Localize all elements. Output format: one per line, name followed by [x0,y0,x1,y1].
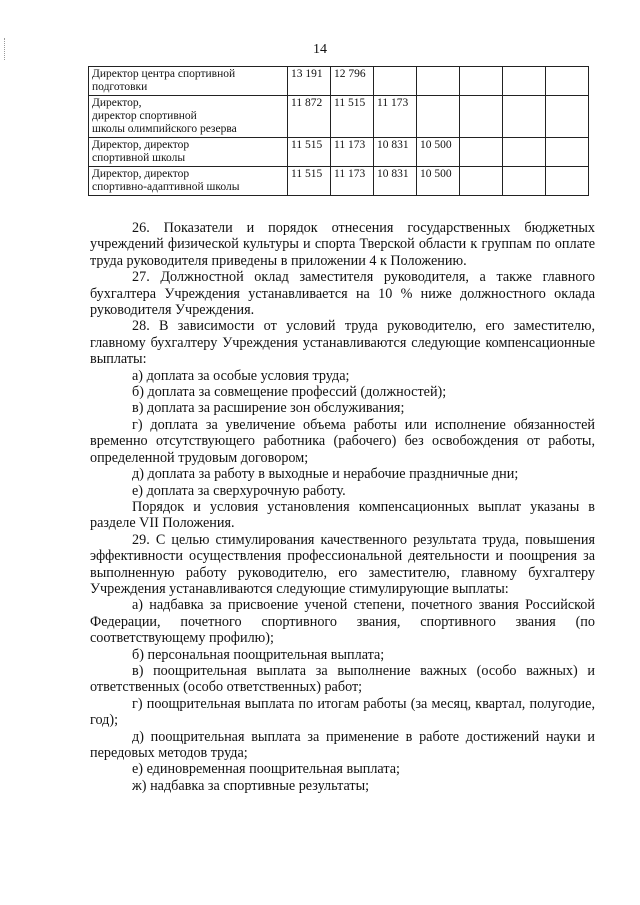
paragraph: б) доплата за совмещение профессий (должностей); [132,384,447,401]
salary-value-cell: 11 173 [331,167,374,196]
salary-value-cell [417,67,460,96]
position-title-line: Директор центра спортивной [92,68,236,80]
paragraph: 29. С целью стимулирования качественного результата труда, повышения эффективности осуществления профессиональной деятельности и поощрения за выполненную работу руководителю, его заместителю, главному бухгалтеру Учреждения устанавливаются следующие стимулирующие выплаты: [90,531,595,597]
salary-value-cell: 11 173 [374,96,417,138]
salary-value-cell: 10 831 [374,167,417,196]
salary-value-cell [503,138,546,167]
paragraph: г) доплата за увеличение объема работы или исполнение обязанностей временно отсутствующего работника (рабочего) без освобождения от работы, определенной трудовым договором; [90,416,595,466]
position-title-line: Директор, директор [92,139,190,151]
salary-value-cell: 11 515 [331,96,374,138]
paragraph: ж) надбавка за спортивные результаты; [132,777,370,794]
salary-value-cell [417,96,460,138]
salary-value-cell [503,167,546,196]
position-title-cell [89,96,288,138]
salary-value-cell [460,67,503,96]
salary-value-cell [546,167,589,196]
salary-value-cell [460,167,503,196]
position-title-line: подготовки [92,81,148,93]
paragraph: а) доплата за особые условия труда; [132,367,350,384]
paragraph: г) поощрительная выплата по итогам работы (за месяц, квартал, полугодие, год); [90,695,595,729]
paragraph: д) доплата за работу в выходные и нерабочие праздничные дни; [132,466,519,483]
position-title-cell [89,67,288,96]
salary-value-cell: 10 831 [374,138,417,167]
salary-value-cell: 11 872 [288,96,331,138]
position-title-line: школы олимпийского резерва [92,123,237,135]
position-title-line: спортивной школы [92,152,186,164]
salary-value-cell: 11 515 [288,138,331,167]
salary-value-cell [546,96,589,138]
paragraph: а) надбавка за присвоение ученой степени, почетного звания Российской Федерации, почетного спортивного звания, спортивного звания (по соответствующему профилю); [90,597,595,647]
salary-value-cell: 11 173 [331,138,374,167]
salary-value-cell: 10 500 [417,138,460,167]
position-title-cell [89,138,288,167]
position-title-line: спортивно-адаптивной школы [92,181,240,193]
salary-value-cell [503,96,546,138]
salary-value-cell: 10 500 [417,167,460,196]
salary-value-cell [546,67,589,96]
position-title-line: Директор, [92,97,142,109]
paragraph: в) поощрительная выплата за выполнение важных (особо важных) и ответственных (особо ответственных) работ; [90,662,595,696]
paragraph: е) доплата за сверхурочную работу. [132,482,346,499]
table-row [89,167,589,196]
paragraph: е) единовременная поощрительная выплата; [132,761,400,778]
salary-value-cell [460,138,503,167]
paragraph: 27. Должностной оклад заместителя руководителя, а также главного бухгалтера Учреждения устанавливается на 10 % ниже должностного оклада руководителя Учреждения. [90,269,595,319]
salary-value-cell [460,96,503,138]
paragraph: Порядок и условия установления компенсационных выплат указаны в разделе VII Положения. [90,498,595,532]
paragraph: в) доплата за расширение зон обслуживания; [132,400,405,417]
paragraph: д) поощрительная выплата за применение в работе достижений науки и передовых методов труда; [90,728,595,761]
document-body [90,220,595,794]
position-title-line: Директор, директор [92,168,190,180]
salary-value-cell: 13 191 [288,67,331,96]
salary-value-cell [503,67,546,96]
salary-value-cell [374,67,417,96]
salary-value-cell [546,138,589,167]
position-title-cell [89,167,288,196]
salary-value-cell: 11 515 [288,167,331,196]
page-number: 14 [313,42,327,57]
salary-table [88,66,589,196]
salary-value-cell: 12 796 [331,67,374,96]
table-row [89,67,589,96]
table-row [89,96,589,138]
paragraph: 26. Показатели и порядок отнесения государственных бюджетных учреждений физической культуры и спорта Тверской области к группам по оплате труда руководителя приведены в приложении 4 к Положению. [90,220,595,269]
paragraph: б) персональная поощрительная выплата; [132,646,385,663]
paragraph: 28. В зависимости от условий труда руководителю, его заместителю, главному бухгалтеру Учреждения устанавливаются следующие компенсационные выплаты: [90,318,595,368]
table-row [89,138,589,167]
position-title-line: директор спортивной [92,110,197,122]
